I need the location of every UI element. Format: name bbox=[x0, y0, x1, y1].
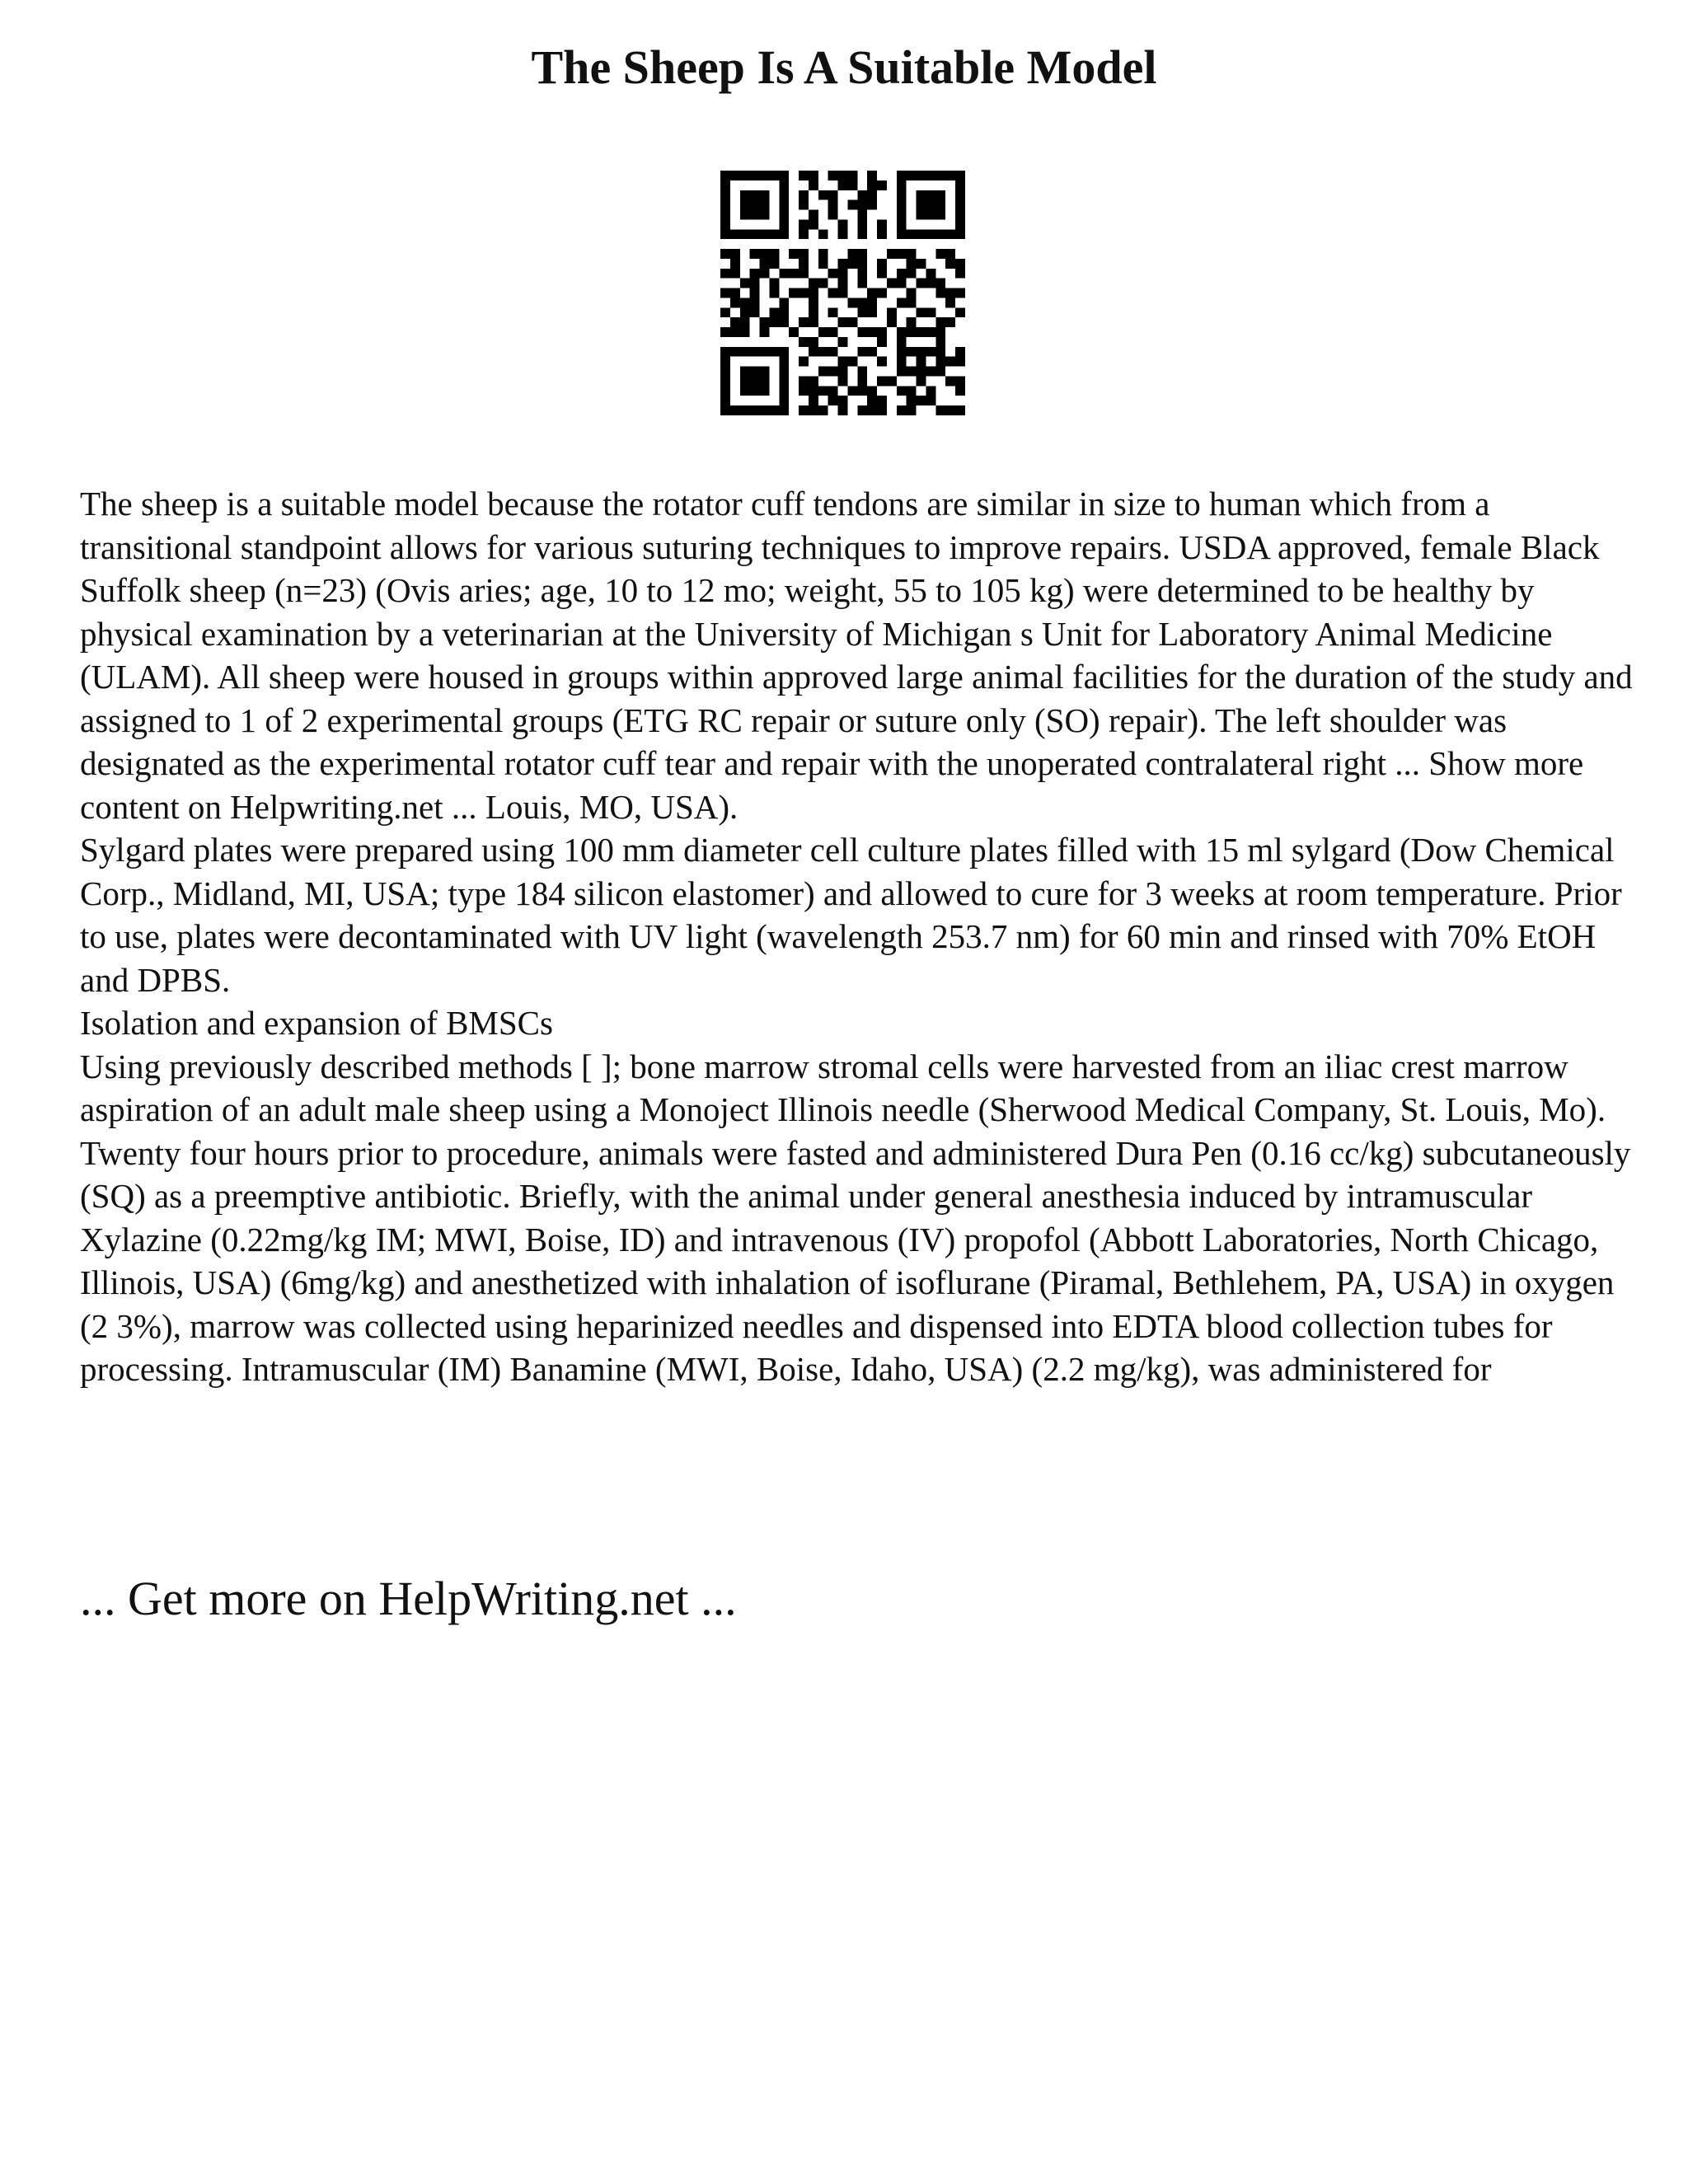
qr-code-icon bbox=[720, 171, 965, 415]
paragraph-methods: Using previously described methods [ ]; bone marrow stromal cells were harvested from an iliac crest marrow aspiration of an adult male sheep using a Monoject Illinois needle (Sherwood Medical Company, St. Louis, Mo). Twenty four hours prior to procedure, animals were fasted and administered Dura Pen (0.16 cc/kg) subcutaneously (SQ) as a preemptive antibiotic. Briefly, with the animal under general anesthesia induced by intramuscular Xylazine (0.22mg/kg IM; MWI, Boise, ID) and intravenous (IV) propofol (Abbott Laboratories, North Chicago, Illinois, USA) (6mg/kg) and anesthetized with inhalation of isoflurane (Piramal, Bethlehem, PA, USA) in oxygen (2 3%), marrow was collected using heparinized needles and dispensed into EDTA blood collection tubes for processing. Intramuscular (IM) Banamine (MWI, Boise, Idaho, USA) (2.2 mg/kg), was administered for bbox=[80, 1047, 1631, 1388]
get-more-link[interactable]: ... Get more on HelpWriting.net ... bbox=[80, 1572, 737, 1625]
paragraph-intro: The sheep is a suitable model because the rotator cuff tendons are similar in size to human which from a transitional standpoint allows for various suturing techniques to improve repairs. USDA approved, female Black Suffolk sheep (n=23) (Ovis aries; age, 10 to 12 mo; weight, 55 to 105 kg) were determined to be healthy by physical examination by a veterinarian at the University of Michigan s Unit for Laboratory Animal Medicine (ULAM). All sheep were housed in groups within approved large animal facilities for the duration of the study and assigned to 1 of 2 experimental groups (ETG RC repair or suture only (SO) repair). The left shoulder was designated as the experimental rotator cuff tear and repair with the unoperated contralateral right ... Show more content on Helpwriting.net ... Louis, MO, USA). bbox=[80, 485, 1633, 826]
document-body bbox=[80, 482, 1646, 1391]
paragraph-sylgard-plates: Sylgard plates were prepared using 100 mm diameter cell culture plates filled with 15 ml sylgard (Dow Chemical Corp., Midland, MI, USA; type 184 silicon elastomer) and allowed to cure for 3 weeks at room temperature. Prior to use, plates were decontaminated with UV light (wavelength 253.7 nm) for 60 min and rinsed with 70% EtOH and DPBS. bbox=[80, 831, 1622, 999]
qr-code bbox=[720, 171, 965, 415]
section-heading-bmscs: Isolation and expansion of BMSCs bbox=[80, 1004, 553, 1042]
document-title: The Sheep Is A Suitable Model bbox=[531, 40, 1157, 94]
